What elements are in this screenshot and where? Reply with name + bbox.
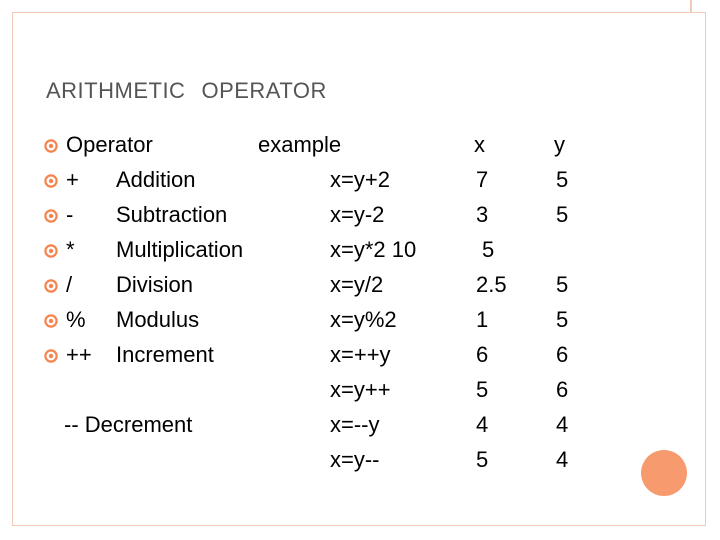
slide-title bbox=[46, 78, 327, 104]
value-y: 5 bbox=[556, 307, 569, 332]
operator-example: x=y+2 bbox=[330, 167, 390, 192]
operator-name: Increment bbox=[116, 342, 214, 367]
header-y: y bbox=[554, 132, 565, 157]
value-y: 5 bbox=[556, 202, 569, 227]
operator-example: x=++y bbox=[330, 342, 391, 367]
value-y: 4 bbox=[556, 447, 569, 472]
value-y: 4 bbox=[556, 412, 569, 437]
decrement-label: -- Decrement bbox=[64, 412, 193, 437]
operator-example: x=y*2 10 bbox=[330, 237, 417, 262]
decorative-circle bbox=[641, 450, 687, 496]
bullet-icon bbox=[44, 209, 58, 223]
bullet-icon bbox=[44, 349, 58, 363]
frame-accent-line bbox=[690, 0, 692, 12]
operator-name: Modulus bbox=[116, 307, 200, 332]
operator-example: x=y-- bbox=[330, 447, 380, 472]
value-x: 7 bbox=[476, 167, 489, 192]
value-x: 4 bbox=[476, 412, 489, 437]
value-x: 6 bbox=[476, 342, 489, 367]
operator-symbol: - bbox=[66, 202, 74, 227]
operator-name: Addition bbox=[116, 167, 196, 192]
header-operator: Operator bbox=[66, 132, 153, 157]
bullet-icon bbox=[44, 174, 58, 188]
operator-example: x=--y bbox=[330, 412, 380, 437]
operator-symbol: % bbox=[66, 307, 86, 332]
value-x: 5 bbox=[482, 237, 495, 262]
value-x: 5 bbox=[476, 377, 489, 402]
operator-symbol: + bbox=[66, 167, 79, 192]
bullet-icon bbox=[44, 244, 58, 258]
operator-example: x=y++ bbox=[330, 377, 391, 402]
value-x: 3 bbox=[476, 202, 489, 227]
value-y: 6 bbox=[556, 377, 569, 402]
value-y: 5 bbox=[556, 167, 569, 192]
operator-name: Subtraction bbox=[116, 202, 228, 227]
operator-name: Division bbox=[116, 272, 194, 297]
title-part-2: OPERATOR bbox=[201, 78, 327, 103]
bullet-icon bbox=[44, 279, 58, 293]
operator-symbol: ++ bbox=[66, 342, 92, 367]
bullet-icon bbox=[44, 139, 58, 153]
operator-example: x=y%2 bbox=[330, 307, 397, 332]
value-x: 2.5 bbox=[476, 272, 507, 297]
header-x: x bbox=[474, 132, 485, 157]
operator-name: Multiplication bbox=[116, 237, 244, 262]
title-part-1: ARITHMETIC bbox=[46, 78, 186, 103]
bullet-icon bbox=[44, 314, 58, 328]
operator-example: x=y/2 bbox=[330, 272, 384, 297]
value-x: 1 bbox=[476, 307, 489, 332]
operator-example: x=y-2 bbox=[330, 202, 385, 227]
header-example: example bbox=[258, 132, 342, 157]
operator-symbol: * bbox=[66, 237, 75, 262]
value-y: 6 bbox=[556, 342, 569, 367]
value-y: 5 bbox=[556, 272, 569, 297]
operator-symbol: / bbox=[66, 272, 73, 297]
value-x: 5 bbox=[476, 447, 489, 472]
